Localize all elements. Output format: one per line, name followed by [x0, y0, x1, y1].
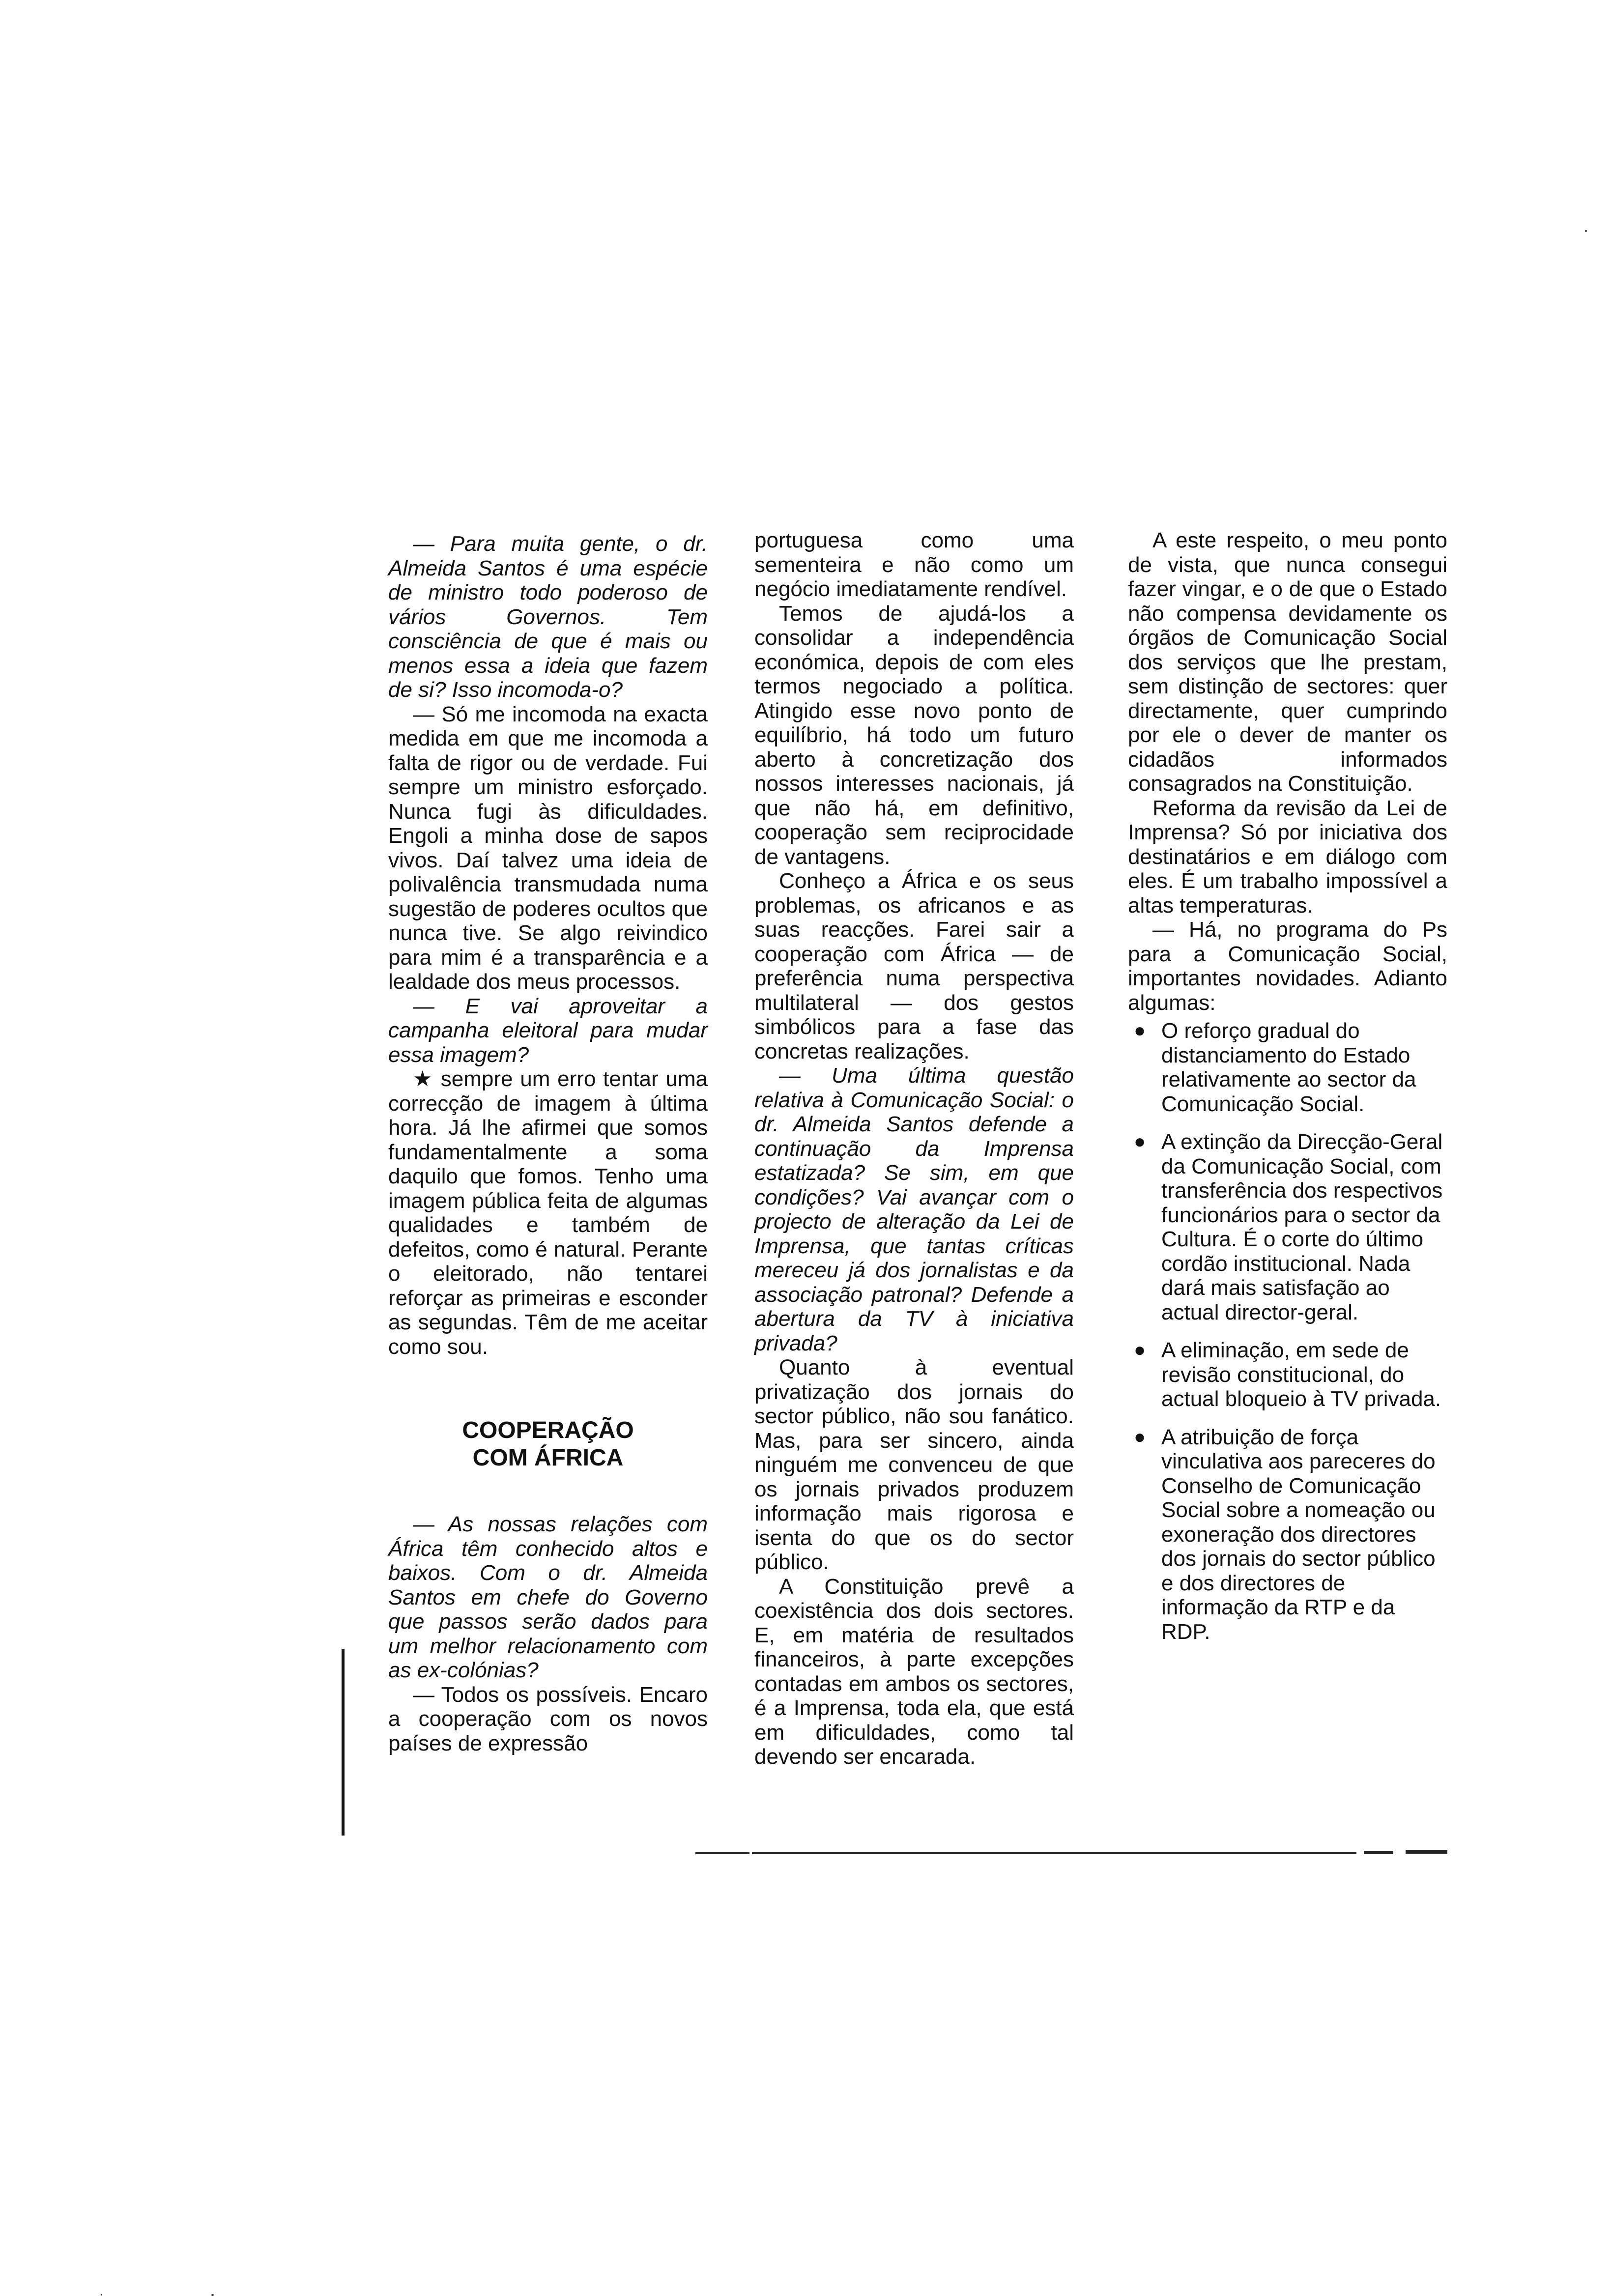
bullet-dot-icon: ●	[1134, 1426, 1146, 1448]
bottom-rule	[752, 1852, 1356, 1854]
interview-question: — As nossas relações com África têm conhecido altos e baixos. Com o dr. Almeida Santos em chefe do Governo que passos serão dados para um melhor relacionamento com as ex-colónias?	[388, 1512, 708, 1682]
interview-question: — Uma última questão relativa à Comunicação Social: o dr. Almeida Santos defende a continuação da Imprensa estatizada? Se sim, em que condições? Vai avançar com o projecto de alteração da Lei de Imprensa, que tantas críticas mereceu já dos jornalistas e da associação patronal? Defende a abertura da TV à iniciativa privada?	[754, 1063, 1074, 1355]
bottom-rule-segment	[1406, 1850, 1447, 1854]
article-column-1	[388, 532, 708, 1755]
interview-answer: ★ sempre um erro tentar uma correcção de imagem à última hora. Já lhe afirmei que somos fundamentalmente a soma daquilo que fomos. Tenho uma imagem pública feita de algumas qualidades e também de defeitos, como é natural. Perante o eleitorado, não tentarei reforçar as primeiras e esconder as segundas. Têm de me aceitar como sou.	[388, 1067, 708, 1359]
proposal-bullet-text: A eliminação, em sede de revisão constitucional, do actual bloqueio à TV privada.	[1161, 1338, 1441, 1411]
interview-answer: portuguesa como uma sementeira e não como um negócio imediatamente rendível.	[754, 528, 1074, 601]
interview-answer: A Constituição prevê a coexistência dos dois sectores. E, em matéria de resultados financeiros, à parte excepções contadas em ambos os sectores, é a Imprensa, toda ela, que está em dificuldades, como tal devendo ser encarada.	[754, 1574, 1074, 1769]
interview-answer: — Há, no programa do Ps para a Comunicação Social, importantes novidades. Adianto algumas:	[1128, 918, 1447, 1015]
bottom-rule-segment	[695, 1852, 749, 1854]
section-heading-line-1: COOPERAÇÃO	[462, 1417, 634, 1443]
interview-answer: Conheço a África e os seus problemas, os africanos e as suas reacções. Farei sair a cooperação com África — de preferência numa perspectiva multilateral — dos gestos simbólicos para a fase das concretas realizações.	[754, 869, 1074, 1063]
section-heading	[388, 1417, 708, 1472]
bullet-dot-icon: ●	[1134, 1131, 1146, 1152]
scan-speck	[211, 2294, 214, 2296]
interview-answer: Reforma da revisão da Lei de Imprensa? Só por iniciativa dos destinatários e em diálogo com eles. É um trabalho impossível a altas temperaturas.	[1128, 796, 1447, 918]
proposal-bullet-list	[1128, 1019, 1447, 1644]
proposal-bullet-text: O reforço gradual do distanciamento do Estado relativamente ao sector da Comunicação Social.	[1161, 1019, 1416, 1116]
proposal-bullet-item	[1128, 1338, 1447, 1411]
section-heading-line-2: COM ÁFRICA	[472, 1445, 624, 1471]
bullet-dot-icon: ●	[1134, 1339, 1146, 1361]
scan-speck	[1585, 230, 1587, 232]
left-edge-rule	[342, 1649, 345, 1836]
column-2-paragraphs	[754, 528, 1074, 1769]
column-3-paragraphs	[1128, 528, 1447, 1015]
interview-answer: — Todos os possíveis. Encaro a cooperação com os novos países de expressão	[388, 1682, 708, 1755]
scan-speck	[101, 2294, 102, 2296]
interview-answer: Quanto à eventual privatização dos jornais do sector público, não sou fanático. Mas, para ser sincero, ainda ninguém me convenceu de que os jornais privados produzem informação mais rigorosa e isenta do que os do sector público.	[754, 1355, 1074, 1574]
interview-question: — E vai aproveitar a campanha eleitoral para mudar essa imagem?	[388, 994, 708, 1067]
interview-question: — Para muita gente, o dr. Almeida Santos é uma espécie de ministro todo poderoso de vários Governos. Tem consciência de que é mais ou menos essa a ideia que fazem de si? Isso incomoda-o?	[388, 532, 708, 702]
article-column-3	[1128, 528, 1447, 1658]
proposal-bullet-text: A extinção da Direcção-Geral da Comunicação Social, com transferência dos respectivos funcionários para o sector da Cultura. É o corte do último cordão institucional. Nada dará mais satisfação ao actual director-geral.	[1161, 1130, 1443, 1324]
bullet-dot-icon: ●	[1134, 1020, 1146, 1041]
proposal-bullet-item	[1128, 1019, 1447, 1116]
interview-answer: Temos de ajudá-los a consolidar a independência económica, depois de com eles termos negociado a política. Atingido esse novo ponto de equilíbrio, há todo um futuro aberto à concretização dos nossos interesses nacionais, já que não há, em definitivo, cooperação sem reciprocidade de vantagens.	[754, 601, 1074, 869]
proposal-bullet-item	[1128, 1130, 1447, 1324]
column-1-paragraphs	[388, 532, 708, 1359]
proposal-bullet-text: A atribuição de força vinculativa aos pareceres do Conselho de Comunicação Social sobre a nomeação ou exoneração dos directores dos jornais do sector público e dos directores de informação da RTP e da RDP.	[1161, 1425, 1436, 1644]
column-1-paragraphs-after-heading	[388, 1512, 708, 1755]
interview-answer: — Só me incomoda na exacta medida em que me incomoda a falta de rigor ou de verdade. Fui sempre um ministro esforçado. Nunca fugi às dificuldades. Engoli a minha dose de sapos vivos. Daí talvez uma ideia de polivalência transmudada numa sugestão de poderes ocultos que nunca tive. Se algo reivindico para mim é a transparência e a lealdade dos meus processos.	[388, 702, 708, 994]
article-column-2	[754, 528, 1074, 1769]
bottom-rule-segment	[1364, 1851, 1393, 1854]
proposal-bullet-item	[1128, 1425, 1447, 1644]
interview-answer: A este respeito, o meu ponto de vista, que nunca consegui fazer vingar, e o de que o Estado não compensa devidamente os órgãos de Comunicação Social dos serviços que lhe prestam, sem distinção de sectores: quer directamente, quer cumprindo por ele o dever de manter os cidadãos informados consagrados na Constituição.	[1128, 528, 1447, 796]
